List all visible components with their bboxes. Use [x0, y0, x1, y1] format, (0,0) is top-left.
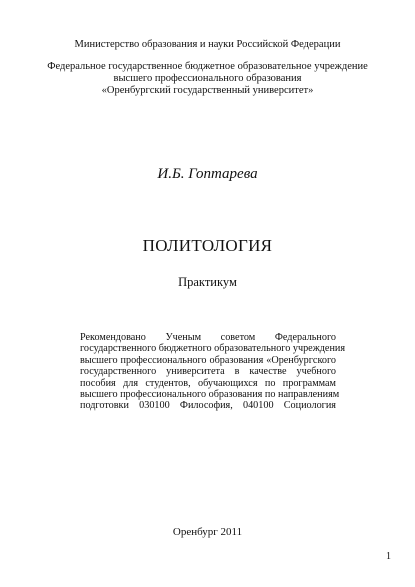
recommendation-block	[80, 332, 346, 412]
ministry-name: Министерство образования и науки Российской Федерации	[74, 39, 341, 50]
document-subtitle: Практикум	[178, 275, 237, 289]
recommendation-line: государственного бюджетного образовательного учреждения	[80, 343, 346, 355]
institution-line-3: «Оренбургский государственный университет»	[101, 85, 314, 96]
city-year: Оренбург 2011	[172, 526, 243, 538]
recommendation-line: высшего профессионального образования «Оренбургского	[80, 354, 336, 366]
recommendation-line: подготовки 030100 Философия, 040100 Социология	[80, 400, 336, 412]
institution-line-2: высшего профессионального образования	[113, 73, 302, 84]
recommendation-line: государственного университета в качестве учебного	[80, 366, 336, 378]
document-title: ПОЛИТОЛОГИЯ	[142, 236, 273, 255]
recommendation-line: пособия для студентов, обучающихся по программам	[80, 377, 336, 389]
institution-line-1: Федеральное государственное бюджетное образовательное учреждение	[47, 61, 368, 72]
page-number: 1	[386, 551, 391, 562]
recommendation-line: Рекомендовано Ученым советом Федерального	[80, 332, 336, 343]
author-name: И.Б. Гоптарева	[157, 166, 258, 182]
recommendation-line: высшего профессионального образования по направлениям	[80, 388, 340, 400]
